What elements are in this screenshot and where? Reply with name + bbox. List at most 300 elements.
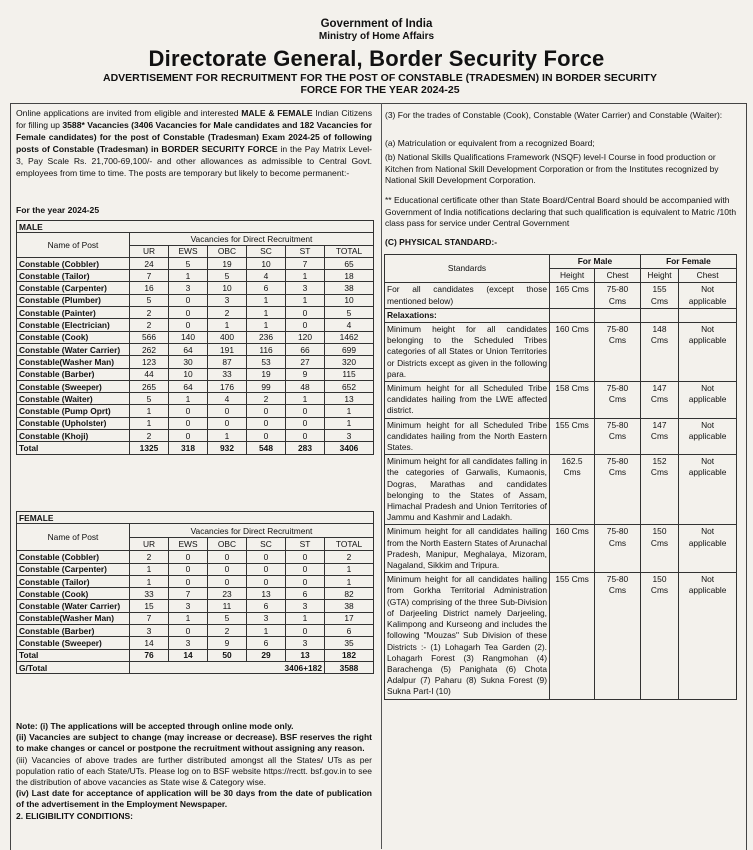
vacancy-cell: 76 <box>130 649 169 661</box>
female-chest-value: Not applicable <box>679 283 737 308</box>
vacancy-cell: 5 <box>325 307 374 319</box>
vacancy-cell: 0 <box>286 575 325 587</box>
vacancy-cell: 932 <box>208 442 247 454</box>
standard-description: Minimum height for all candidates falling in the categories of Garwalis, Kumaonis, Dogras, Marathas and candidates belonging to the States of Assam, Himachal Pradesh and Union Territories of Jammu and Kashmir and Ladakh. <box>385 455 550 525</box>
year-label: For the year 2024-25 <box>16 205 100 215</box>
physical-standard-row <box>385 455 737 525</box>
vacancy-cell: 3 <box>130 625 169 637</box>
female-col-total: TOTAL <box>325 537 374 551</box>
male-height-value <box>550 308 595 322</box>
vacancy-cell: 6 <box>247 282 286 294</box>
standard-description: Minimum height for all Scheduled Tribe candidates hailing from the North Eastern States. <box>385 418 550 455</box>
female-col-st: ST <box>286 537 325 551</box>
vacancy-cell: 29 <box>247 649 286 661</box>
table-row <box>17 331 374 343</box>
vacancy-cell: 0 <box>247 430 286 442</box>
female-vacancy-table <box>16 511 374 674</box>
post-name-cell: Constable (Electrician) <box>17 319 130 331</box>
vacancy-cell: 140 <box>169 331 208 343</box>
male-col-post: Name of Post <box>17 233 130 258</box>
vacancy-cell: 1 <box>286 393 325 405</box>
vacancy-cell: 7 <box>130 270 169 282</box>
table-row <box>17 343 374 355</box>
male-chest-value: 75-80 Cms <box>595 283 641 308</box>
physical-standard-row <box>385 283 737 308</box>
vacancy-cell: 400 <box>208 331 247 343</box>
vacancy-cell: 82 <box>325 588 374 600</box>
post-name-cell: Constable (Sweeper) <box>17 380 130 392</box>
table-row <box>17 575 374 587</box>
table-row <box>17 307 374 319</box>
vacancy-cell: 10 <box>169 368 208 380</box>
vacancy-cell: 1 <box>286 270 325 282</box>
male-chest-value: 75-80 Cms <box>595 573 641 699</box>
vacancy-cell: 5 <box>130 393 169 405</box>
table-row <box>17 588 374 600</box>
vacancy-cell: 1325 <box>130 442 169 454</box>
vacancy-cell: 3 <box>286 600 325 612</box>
vacancy-cell: 7 <box>130 612 169 624</box>
vacancy-cell: 1 <box>208 319 247 331</box>
vacancy-cell: 9 <box>286 368 325 380</box>
post-name-cell: Constable (Plumber) <box>17 294 130 306</box>
standard-description: For all candidates (except those mentioned below) <box>385 283 550 308</box>
vacancy-cell: 3406 <box>325 442 374 454</box>
post-name-cell: Constable (Cook) <box>17 588 130 600</box>
vacancy-cell: 10 <box>247 257 286 269</box>
female-col-ur: UR <box>130 537 169 551</box>
vacancy-cell: 0 <box>247 575 286 587</box>
vacancy-cell: 3 <box>169 637 208 649</box>
post-name-cell: Constable (Waiter) <box>17 393 130 405</box>
government-title: Government of India <box>320 18 433 30</box>
vacancy-cell: 2 <box>130 319 169 331</box>
vacancy-cell: 1 <box>130 575 169 587</box>
vacancy-cell: 2 <box>208 625 247 637</box>
female-height-value: 155 Cms <box>640 283 678 308</box>
qualification-b: (b) National Skills Qualifications Framework (NSQF) level-I Course in food production or Kitchen from National Skill Development Corporation or from the Institutes recognized by National Skill Development Corporation. <box>385 152 719 186</box>
note-3: (iii) Vacancies of above trades are further distributed amongst all the States/ UTs as per population ratio of each State/UTs. Please log on to BSF website https://rectt. bsf.gov.in to see the distribution of above vacancies as State wise & Category wise. <box>16 754 372 788</box>
physical-standard-row <box>385 382 737 419</box>
vacancy-cell: 1 <box>286 612 325 624</box>
vacancy-cell: 1 <box>325 563 374 575</box>
vacancy-cell: 13 <box>247 588 286 600</box>
vacancy-cell: 14 <box>130 637 169 649</box>
standard-description: Minimum height for all candidates hailing from Gorkha Territorial Administration (GTA) comprising of the three Sub-Division of Darjeeling District namely Darjeeling, Kalimpong and Kurseong and includes the following "Mouzas" Sub Division of these Districts :- (1) Lohagarh Tea Garden (2). Lohagarh Forest (3) Rangmohan (4) Barachenga (5) Panighata (6) Chota Adalpur (7) Paharu (8) Sukna Forest (9) Sukna Part-I (10) <box>385 573 550 699</box>
grand-total-row <box>17 661 374 673</box>
vacancy-cell: 1 <box>130 563 169 575</box>
post-name-cell: Constable (Water Carrier) <box>17 600 130 612</box>
vacancy-cell: 53 <box>247 356 286 368</box>
table-row <box>17 430 374 442</box>
intro-bold-2: 3588* Vacancies (3406 Vacancies for Male candidates and 182 Vacancies for Female candidates) for the post of Constable (Tradesman) Exam 2024-25 of following posts of Constable (Tradesman) in BORDER SECURITY FORCE <box>16 119 372 154</box>
vacancy-cell: 283 <box>286 442 325 454</box>
female-chest-value: Not applicable <box>679 323 737 382</box>
vacancy-cell: 33 <box>208 368 247 380</box>
post-name-cell: Constable (Carpenter) <box>17 563 130 575</box>
vacancy-cell: 115 <box>325 368 374 380</box>
vacancy-cell: 10 <box>325 294 374 306</box>
table-row <box>17 319 374 331</box>
female-height-value: 150 Cms <box>640 525 678 573</box>
table-row <box>17 563 374 575</box>
male-height-value: 155 Cms <box>550 573 595 699</box>
vacancy-cell: 0 <box>208 563 247 575</box>
vacancy-cell: 2 <box>325 551 374 563</box>
male-chest-value: 75-80 Cms <box>595 382 641 419</box>
vacancy-cell: 16 <box>130 282 169 294</box>
vacancy-cell: 50 <box>208 649 247 661</box>
vacancy-cell: 0 <box>286 551 325 563</box>
male-col-ur: UR <box>130 245 169 257</box>
vacancy-cell: 5 <box>208 612 247 624</box>
vacancy-cell: 0 <box>169 430 208 442</box>
table-row <box>17 649 374 661</box>
vacancy-cell: 548 <box>247 442 286 454</box>
post-name-cell: Constable (Pump Oprt) <box>17 405 130 417</box>
vacancy-cell: 6 <box>325 625 374 637</box>
vacancy-cell: 35 <box>325 637 374 649</box>
vacancy-cell: 0 <box>247 405 286 417</box>
directorate-title: Directorate General, Border Security Force <box>148 46 605 71</box>
vacancy-cell: 123 <box>130 356 169 368</box>
post-name-cell: Total <box>17 649 130 661</box>
vacancy-cell: 6 <box>247 637 286 649</box>
vacancy-cell: 1 <box>325 405 374 417</box>
standard-description: Minimum height for all candidates hailing from the North Eastern States of Arunachal Pradesh, Manipur, Meghalaya, Mizoram, Nagaland, Sikkim and Tripura. <box>385 525 550 573</box>
vacancy-cell: 236 <box>247 331 286 343</box>
vacancy-cell: 265 <box>130 380 169 392</box>
female-col-obc: OBC <box>208 537 247 551</box>
note-2: (ii) Vacancies are subject to change (may increase or decrease). BSF reserves the right to make changes or cancel or postpone the recruitment without assigning any reason. <box>16 732 372 754</box>
vacancy-cell: 1462 <box>325 331 374 343</box>
table-row <box>17 417 374 429</box>
vacancy-cell: 1 <box>169 393 208 405</box>
post-name-cell: Constable (Cobbler) <box>17 551 130 563</box>
phys-col-female: For Female <box>640 255 736 269</box>
phys-subcol-female-height: Height <box>640 269 678 283</box>
female-chest-value: Not applicable <box>679 573 737 699</box>
vacancy-cell: 87 <box>208 356 247 368</box>
vacancy-cell: 1 <box>130 405 169 417</box>
vacancy-cell: 66 <box>286 343 325 355</box>
vacancy-cell: 5 <box>208 270 247 282</box>
vacancy-cell: 1 <box>247 307 286 319</box>
vacancy-cell: 6 <box>286 588 325 600</box>
vacancy-cell: 44 <box>130 368 169 380</box>
vacancy-cell: 1 <box>208 430 247 442</box>
female-col-group: Vacancies for Direct Recruitment <box>130 524 374 538</box>
female-chest-value: Not applicable <box>679 455 737 525</box>
post-name-cell: Constable (Water Carrier) <box>17 343 130 355</box>
male-col-sc: SC <box>247 245 286 257</box>
vacancy-cell: 652 <box>325 380 374 392</box>
vacancy-cell: 0 <box>247 551 286 563</box>
vacancy-cell: 182 <box>325 649 374 661</box>
vacancy-cell: 0 <box>247 417 286 429</box>
vacancy-cell: 0 <box>286 307 325 319</box>
note-5: 2. ELIGIBILITY CONDITIONS: <box>16 810 133 821</box>
physical-standard-row <box>385 418 737 455</box>
vacancy-cell: 699 <box>325 343 374 355</box>
vacancy-cell: 0 <box>208 405 247 417</box>
educational-certificate-note: ** Educational certificate other than State Board/Central Board should be accompanied with Government of India notifications declaring that such qualification is equivalent to Matric /10th class pass for service under Central Government <box>385 195 737 229</box>
vacancy-cell: 0 <box>286 319 325 331</box>
vacancy-cell: 2 <box>130 307 169 319</box>
vacancy-cell: 1 <box>130 417 169 429</box>
vacancy-cell: 2 <box>130 551 169 563</box>
vacancy-cell: 3 <box>286 637 325 649</box>
vacancy-cell: 0 <box>169 294 208 306</box>
vacancy-cell: 15 <box>130 600 169 612</box>
vacancy-cell: 3 <box>286 282 325 294</box>
standard-description: Relaxations: <box>385 308 550 322</box>
table-row <box>17 368 374 380</box>
vacancy-cell: 17 <box>325 612 374 624</box>
column-divider <box>381 103 382 849</box>
vacancy-cell: 3 <box>325 430 374 442</box>
vacancy-cell: 0 <box>169 417 208 429</box>
vacancy-cell: 27 <box>286 356 325 368</box>
table-row <box>17 442 374 454</box>
vacancy-cell: 0 <box>208 417 247 429</box>
vacancy-cell: 1 <box>325 575 374 587</box>
female-height-value <box>640 308 678 322</box>
male-chest-value: 75-80 Cms <box>595 418 641 455</box>
post-name-cell: Constable (Cobbler) <box>17 257 130 269</box>
post-name-cell: Total <box>17 442 130 454</box>
vacancy-cell: 19 <box>247 368 286 380</box>
vacancy-cell: 0 <box>169 575 208 587</box>
vacancy-cell: 99 <box>247 380 286 392</box>
grand-total-sum: 3406+182 <box>130 661 325 673</box>
vacancy-cell: 1 <box>286 294 325 306</box>
male-vacancy-table <box>16 220 374 455</box>
vacancy-cell: 1 <box>169 612 208 624</box>
post-name-cell: Constable (Painter) <box>17 307 130 319</box>
female-height-value: 150 Cms <box>640 573 678 699</box>
notes-section <box>16 721 372 822</box>
vacancy-cell: 9 <box>208 637 247 649</box>
vacancy-cell: 3 <box>208 294 247 306</box>
vacancy-cell: 5 <box>169 257 208 269</box>
male-chest-value <box>595 308 641 322</box>
vacancy-cell: 176 <box>208 380 247 392</box>
vacancy-cell: 64 <box>169 343 208 355</box>
post-name-cell: Constable (Barber) <box>17 625 130 637</box>
vacancy-cell: 0 <box>208 551 247 563</box>
table-row <box>17 270 374 282</box>
vacancy-cell: 2 <box>130 430 169 442</box>
vacancy-cell: 318 <box>169 442 208 454</box>
advertisement-line-2: FORCE FOR THE YEAR 2024-25 <box>300 84 460 96</box>
intro-bold-1: MALE & FEMALE <box>241 108 313 118</box>
vacancy-cell: 1 <box>169 270 208 282</box>
female-col-sc: SC <box>247 537 286 551</box>
advertisement-line-1: ADVERTISEMENT FOR RECRUITMENT FOR THE POST OF CONSTABLE (TRADESMEN) IN BORDER SECURITY <box>103 72 657 84</box>
vacancy-cell: 23 <box>208 588 247 600</box>
vacancy-cell: 0 <box>286 417 325 429</box>
vacancy-cell: 0 <box>286 563 325 575</box>
vacancy-cell: 38 <box>325 600 374 612</box>
qualification-a: (a) Matriculation or equivalent from a recognized Board; <box>385 138 595 148</box>
male-col-ews: EWS <box>169 245 208 257</box>
vacancy-cell: 0 <box>247 563 286 575</box>
post-name-cell: Constable (Khoji) <box>17 430 130 442</box>
female-height-value: 147 Cms <box>640 418 678 455</box>
female-col-ews: EWS <box>169 537 208 551</box>
table-row <box>17 600 374 612</box>
grand-total-value: 3588 <box>325 661 374 673</box>
female-height-value: 147 Cms <box>640 382 678 419</box>
vacancy-cell: 7 <box>286 257 325 269</box>
vacancy-cell: 120 <box>286 331 325 343</box>
vacancy-cell: 0 <box>169 625 208 637</box>
vacancy-cell: 566 <box>130 331 169 343</box>
grand-total-label: G/Total <box>17 661 130 673</box>
male-col-st: ST <box>286 245 325 257</box>
male-height-value: 158 Cms <box>550 382 595 419</box>
post-name-cell: Constable(Washer Man) <box>17 612 130 624</box>
vacancy-cell: 0 <box>286 430 325 442</box>
female-chest-value <box>679 308 737 322</box>
phys-subcol-male-height: Height <box>550 269 595 283</box>
male-col-total: TOTAL <box>325 245 374 257</box>
male-height-value: 165 Cms <box>550 283 595 308</box>
table-row <box>17 257 374 269</box>
vacancy-cell: 1 <box>247 625 286 637</box>
vacancy-cell: 24 <box>130 257 169 269</box>
table-row <box>17 282 374 294</box>
vacancy-cell: 30 <box>169 356 208 368</box>
vacancy-cell: 10 <box>208 282 247 294</box>
male-height-value: 160 Cms <box>550 323 595 382</box>
table-row <box>17 405 374 417</box>
table-row <box>17 380 374 392</box>
vacancy-cell: 0 <box>169 563 208 575</box>
male-height-value: 162.5 Cms <box>550 455 595 525</box>
vacancy-cell: 191 <box>208 343 247 355</box>
vacancy-cell: 18 <box>325 270 374 282</box>
vacancy-cell: 0 <box>169 551 208 563</box>
post-name-cell: Constable (Sweeper) <box>17 637 130 649</box>
vacancy-cell: 0 <box>169 319 208 331</box>
male-chest-value: 75-80 Cms <box>595 323 641 382</box>
male-col-group: Vacancies for Direct Recruitment <box>130 233 374 245</box>
vacancy-cell: 1 <box>325 417 374 429</box>
post-name-cell: Constable (Tailor) <box>17 575 130 587</box>
vacancy-cell: 2 <box>247 393 286 405</box>
male-chest-value: 75-80 Cms <box>595 525 641 573</box>
vacancy-cell: 3 <box>247 612 286 624</box>
vacancy-cell: 0 <box>286 405 325 417</box>
table-row <box>17 294 374 306</box>
physical-standard-heading: (C) PHYSICAL STANDARD:- <box>385 237 498 247</box>
vacancy-cell: 13 <box>286 649 325 661</box>
vacancy-cell: 48 <box>286 380 325 392</box>
vacancy-cell: 2 <box>208 307 247 319</box>
vacancy-cell: 38 <box>325 282 374 294</box>
note-1: Note: (i) The applications will be accepted through online mode only. <box>16 721 294 731</box>
phys-subcol-female-chest: Chest <box>679 269 737 283</box>
vacancy-cell: 64 <box>169 380 208 392</box>
phys-col-standards: Standards <box>385 255 550 283</box>
male-label: MALE <box>17 221 374 233</box>
vacancy-cell: 11 <box>208 600 247 612</box>
physical-standard-row <box>385 308 737 322</box>
vacancy-cell: 262 <box>130 343 169 355</box>
post-name-cell: Constable (Barber) <box>17 368 130 380</box>
advertisement-title <box>20 72 740 96</box>
post-name-cell: Constable(Washer Man) <box>17 356 130 368</box>
post-name-cell: Constable (Upholster) <box>17 417 130 429</box>
male-col-obc: OBC <box>208 245 247 257</box>
vacancy-cell: 0 <box>169 307 208 319</box>
female-label: FEMALE <box>17 512 374 524</box>
vacancy-cell: 4 <box>247 270 286 282</box>
vacancy-cell: 13 <box>325 393 374 405</box>
vacancy-cell: 116 <box>247 343 286 355</box>
ministry-title: Ministry of Home Affairs <box>318 31 435 42</box>
female-chest-value: Not applicable <box>679 418 737 455</box>
vacancy-cell: 0 <box>208 575 247 587</box>
table-row <box>17 637 374 649</box>
note-4: (iv) Last date for acceptance of application will be 30 days from the date of publication of the advertisement in the Employment Newspaper. <box>16 788 372 810</box>
table-row <box>17 625 374 637</box>
vacancy-cell: 4 <box>325 319 374 331</box>
vacancy-cell: 14 <box>169 649 208 661</box>
phys-col-male: For Male <box>550 255 641 269</box>
physical-standard-row <box>385 323 737 382</box>
intro-text-3: in the Pay Matrix Level-3, Pay Scale Rs. 21,700-69,100/- and other allowances as admissible to Central Govt. employees from time to time. The posts are temporary but likely to become permanent:- <box>16 143 372 178</box>
female-chest-value: Not applicable <box>679 525 737 573</box>
table-row <box>17 393 374 405</box>
vacancy-cell: 7 <box>169 588 208 600</box>
vacancy-cell: 1 <box>247 294 286 306</box>
table-row <box>17 612 374 624</box>
vacancy-cell: 4 <box>208 393 247 405</box>
physical-standard-row <box>385 525 737 573</box>
vacancy-cell: 33 <box>130 588 169 600</box>
post-name-cell: Constable (Carpenter) <box>17 282 130 294</box>
vacancy-cell: 320 <box>325 356 374 368</box>
table-row <box>17 356 374 368</box>
vacancy-cell: 19 <box>208 257 247 269</box>
male-height-value: 160 Cms <box>550 525 595 573</box>
vacancy-cell: 5 <box>130 294 169 306</box>
standard-description: Minimum height for all Scheduled Tribe candidates hailing from the LWE affected district. <box>385 382 550 419</box>
physical-standard-row <box>385 573 737 699</box>
female-height-value: 148 Cms <box>640 323 678 382</box>
female-height-value: 152 Cms <box>640 455 678 525</box>
male-chest-value: 75-80 Cms <box>595 455 641 525</box>
intro-text-1: Online applications are invited from eligible and interested <box>16 108 242 118</box>
standard-description: Minimum height for all candidates belonging to the Scheduled Tribes categories of all States or Union Territories or Districts except as given in the following para. <box>385 323 550 382</box>
vacancy-cell: 3 <box>169 600 208 612</box>
post-name-cell: Constable (Cook) <box>17 331 130 343</box>
male-height-value: 155 Cms <box>550 418 595 455</box>
vacancy-cell: 0 <box>169 405 208 417</box>
vacancy-cell: 65 <box>325 257 374 269</box>
vacancy-cell: 6 <box>247 600 286 612</box>
trade-qualification-heading: (3) For the trades of Constable (Cook), Constable (Water Carrier) and Constable (Waiter): <box>385 110 723 120</box>
intro-text-2: Indian Citizens for filling up <box>16 108 372 130</box>
vacancy-cell: 3 <box>169 282 208 294</box>
post-name-cell: Constable (Tailor) <box>17 270 130 282</box>
female-col-post: Name of Post <box>17 524 130 551</box>
vacancy-cell: 1 <box>247 319 286 331</box>
intro-paragraph <box>16 108 372 179</box>
